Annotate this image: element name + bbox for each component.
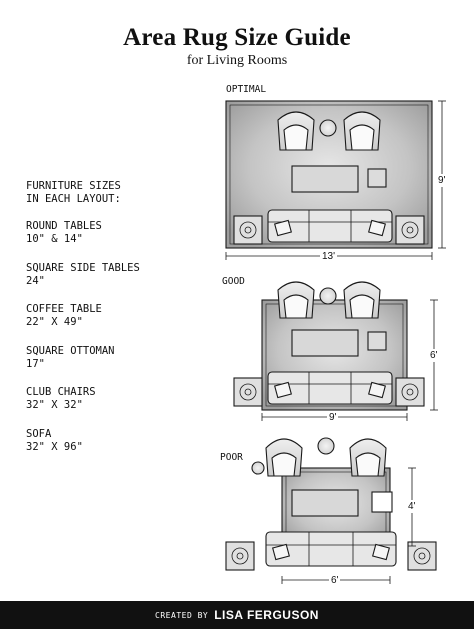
club-chair-left-optimal xyxy=(278,112,314,150)
round-table-good xyxy=(320,288,336,304)
spec-intro-line2: IN EACH LAYOUT: xyxy=(26,193,121,205)
ottoman-good xyxy=(368,332,386,350)
layout-label-poor: POOR xyxy=(220,452,243,463)
page-title: Area Rug Size Guide xyxy=(123,24,351,51)
layout-poor xyxy=(226,438,436,584)
spec-round-tables-value: 10" & 14" xyxy=(26,233,83,245)
footer-created-by: CREATED BY xyxy=(155,610,209,620)
side-table-left-good xyxy=(234,378,262,406)
spec-sofa-value: 32" X 96" xyxy=(26,441,83,453)
layout-label-good: GOOD xyxy=(222,276,245,287)
side-table-left-poor xyxy=(226,542,254,570)
footer-bar xyxy=(0,601,474,629)
sofa-good xyxy=(268,372,392,404)
side-table-right-optimal xyxy=(396,216,424,244)
round-table-poor xyxy=(318,438,334,454)
round-table-poor-left xyxy=(252,462,264,474)
club-chair-right-optimal xyxy=(344,112,380,150)
dim-label-width-good: 9' xyxy=(329,412,337,423)
spec-coffee-table-label: COFFEE TABLE xyxy=(26,303,102,315)
side-table-left-optimal xyxy=(234,216,262,244)
spec-side-tables-label: SQUARE SIDE TABLES xyxy=(26,262,140,274)
spec-sofa-label: SOFA xyxy=(26,428,52,440)
coffee-table-poor xyxy=(292,490,358,516)
spec-ottoman-label: SQUARE OTTOMAN xyxy=(26,345,115,357)
dim-label-depth-poor: 4' xyxy=(408,501,416,512)
dim-label-width-optimal: 13' xyxy=(322,251,336,262)
round-table-optimal xyxy=(320,120,336,136)
layout-label-optimal: OPTIMAL xyxy=(226,84,267,95)
layout-optimal xyxy=(226,101,446,260)
dim-label-depth-optimal: 9' xyxy=(438,175,446,186)
spec-club-chairs-value: 32" X 32" xyxy=(26,399,83,411)
footer-author: LISA FERGUSON xyxy=(214,608,319,622)
club-chair-right-good xyxy=(344,282,380,318)
club-chair-left-good xyxy=(278,282,314,318)
spec-club-chairs-label: CLUB CHAIRS xyxy=(26,386,96,398)
spec-coffee-table-value: 22" X 49" xyxy=(26,316,83,328)
sofa-optimal xyxy=(268,210,392,242)
ottoman-poor xyxy=(372,492,392,512)
layout-good xyxy=(234,282,438,421)
spec-round-tables-label: ROUND TABLES xyxy=(26,220,102,232)
coffee-table-optimal xyxy=(292,166,358,192)
coffee-table-good xyxy=(292,330,358,356)
club-chair-right-poor xyxy=(350,439,386,476)
club-chair-left-poor xyxy=(266,439,302,476)
page-subtitle: for Living Rooms xyxy=(186,53,288,68)
side-table-right-good xyxy=(396,378,424,406)
spec-ottoman-value: 17" xyxy=(26,358,45,370)
sofa-poor xyxy=(266,532,396,566)
spec-intro-line1: FURNITURE SIZES xyxy=(26,180,121,192)
dim-label-width-poor: 6' xyxy=(331,575,339,586)
ottoman-optimal xyxy=(368,169,386,187)
dim-label-depth-good: 6' xyxy=(430,350,438,361)
spec-side-tables-value: 24" xyxy=(26,275,45,287)
